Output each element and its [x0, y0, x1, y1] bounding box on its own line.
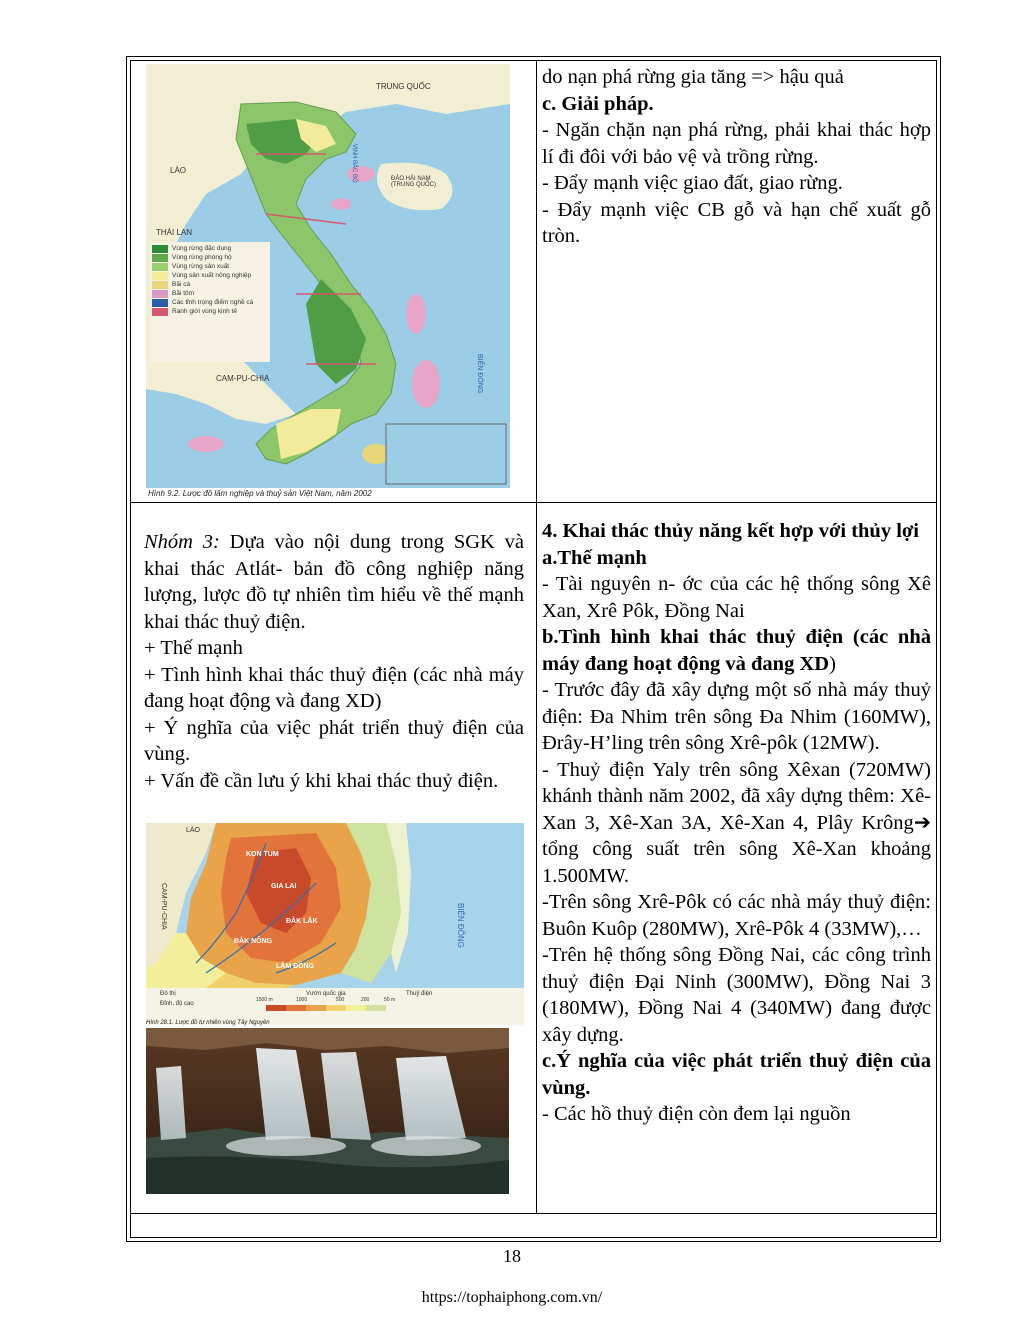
legend-swatch	[152, 281, 168, 289]
map1-legend-item	[152, 254, 268, 262]
map1-label-campuchia: CAM-PU-CHIA	[216, 374, 270, 383]
map2-label-gialai: GIA LAI	[271, 883, 297, 890]
map2-label-campuchia: CAM-PU-CHIA	[160, 883, 167, 930]
legend-label: Vùng rừng đặc dụng	[172, 245, 232, 252]
map2-scale-label: 1500 m	[256, 997, 273, 1003]
legend-swatch	[152, 290, 168, 298]
legend-label: Các tỉnh trọng điểm nghề cá	[172, 299, 254, 306]
map2-caption: Hình 28.1. Lược đồ tự nhiên vùng Tây Nguyên	[146, 1020, 270, 1026]
nhom3-item: + Vấn đề cần lưu ý khi khai thác thuỷ điện.	[144, 769, 499, 792]
map2-scale-label: 1000	[296, 997, 308, 1003]
tay-nguyen-map	[146, 823, 524, 1025]
map2-scale-label: 200	[361, 997, 370, 1003]
nhom3-intro-text: Dựa vào nội dung trong SGK và khai thác Atlát- bản đồ công nghiệp năng lượng, lược đồ tự nhiên tìm hiểu về thế mạnh khai thác thuỷ điện.	[144, 531, 524, 633]
map2-legend-item: Đô thị	[160, 991, 176, 997]
legend-label: Vùng rừng sản xuất	[172, 263, 230, 270]
nhom3-intro	[144, 529, 524, 635]
nhom3-colon: :	[213, 531, 220, 553]
text-line: - Đẩy mạnh việc giao đất, giao rừng.	[542, 172, 843, 194]
nhom3-item: + Ý nghĩa của việc phát triển thuỷ điện của vùng.	[144, 716, 524, 765]
map1-label-lao: LÀO	[170, 166, 187, 175]
legend-label: Ranh giới vùng kinh tế	[172, 308, 237, 315]
map1-label-bien-dong: BIỂN ĐÔNG	[476, 354, 483, 394]
section4b-p2-after: tổng công suất trên sông Xê-Xan khoảng 1.500MW.	[542, 838, 931, 887]
section4b-title	[542, 624, 931, 677]
map1-label-trung-quoc: TRUNG QUỐC	[376, 82, 431, 91]
legend-swatch	[152, 245, 168, 253]
map1-legend	[150, 242, 270, 362]
section4-heading: 4. Khai thác thủy năng kết hợp với thủy lợi	[542, 520, 919, 542]
text-line: - Đẩy mạnh việc CB gỗ và hạn chế xuất gỗ tròn.	[542, 198, 931, 247]
nhom3-text	[144, 529, 524, 794]
map2-label-lao: LÀO	[186, 827, 201, 834]
map2-scale-label: 50 m	[384, 997, 396, 1003]
section4b-p1: - Trước đây đã xây dựng một số nhà máy thuỷ điện: Đa Nhim trên sông Đa Nhim (160MW), Đrây-H’ling trên sông Xrê-pôk (12MW).	[542, 679, 931, 754]
row-divider	[131, 502, 936, 503]
section4a-title: a.Thế mạnh	[542, 546, 647, 569]
waterfall-photo	[146, 1028, 509, 1194]
map2-label-kontum: KON TUM	[246, 851, 279, 858]
section4b-p4: -Trên hệ thống sông Đồng Nai, các công trình thuỷ điện Đại Ninh (300MW), Đồng Nai 3 (180MW), Đồng Nai 4 (340MW) đang được xây dựng.	[542, 944, 931, 1046]
table-bottom-line	[131, 1213, 936, 1214]
map2-label-daklak: ĐẮK LẮK	[286, 918, 318, 925]
text-line: - Ngăn chặn nạn phá rừng, phải khai thác hợp lí đi đôi với bảo vệ và trồng rừng.	[542, 119, 931, 168]
map2-legend-item: Thuỷ điện	[406, 991, 433, 997]
map1-label-vinh-bac-bo: VỊNH BẮC BỘ	[351, 144, 357, 183]
section4b-p3: -Trên sông Xrê-Pôk có các nhà máy thuỷ điện: Buôn Kuôp (280MW), Xrê-Pôk 4 (33MW),…	[542, 891, 931, 940]
legend-swatch	[152, 263, 168, 271]
legend-swatch	[152, 308, 168, 316]
section-c-heading: c. Giải pháp.	[542, 92, 654, 115]
section4c-p1: - Các hồ thuỷ điện còn đem lại nguồn	[542, 1103, 851, 1125]
legend-label: Vùng sản xuất nông nghiệp	[172, 272, 252, 279]
legend-label: Bãi cá	[172, 281, 191, 288]
map1-legend-item	[152, 281, 268, 289]
map1-legend-item	[152, 245, 268, 253]
map1-legend-item	[152, 272, 268, 280]
map2-legend-item: Đỉnh, độ cao	[160, 1001, 194, 1007]
legend-swatch	[152, 299, 168, 307]
map2-label-lamdong: LÂM ĐỒNG	[276, 963, 315, 970]
text-line: do nạn phá rừng gia tăng => hậu quả	[542, 66, 844, 88]
top-right-text	[542, 64, 931, 250]
column-divider	[536, 61, 537, 1214]
section4b-p2-before: - Thuỷ điện Yaly trên sông Xêxan (720MW) khánh thành năm 2002, đã xây dựng thêm: Xê-Xan 3, Xê-Xan 3A, Xê-Xan 4, Plây Krông	[542, 758, 931, 834]
map2-scale-label: 500	[336, 997, 345, 1003]
map1-legend-item	[152, 263, 268, 271]
arrow-icon: ➔	[913, 811, 931, 834]
map1-label-thai-lan: THÁI LAN	[156, 228, 193, 237]
legend-swatch	[152, 254, 168, 262]
footer-url: https://tophaiphong.com.vn/	[421, 1289, 603, 1306]
page-number: 18	[503, 1246, 521, 1266]
map2-label-daknong: ĐẮK NÔNG	[234, 938, 273, 945]
nhom3-title: Nhóm 3	[144, 531, 214, 553]
legend-label: Bãi tôm	[172, 290, 195, 297]
map1-label-hai-nam: ĐẢO HẢI NAM (TRUNG QUỐC)	[391, 176, 436, 188]
map1-legend-item	[152, 308, 268, 316]
section4b-title-close: )	[829, 652, 836, 675]
vietnam-forestry-map	[146, 64, 510, 500]
map1-caption: Hình 9.2. Lược đồ lâm nghiệp và thuỷ sản Việt Nam, năm 2002	[148, 489, 372, 498]
section4c-title: c.Ý nghĩa của việc phát triển thuỷ điện của vùng.	[542, 1050, 931, 1099]
map2-legend-item: Vườn quốc gia	[306, 991, 346, 997]
legend-swatch	[152, 272, 168, 280]
waterfall-photo-graphic	[146, 1028, 509, 1194]
map1-legend-item	[152, 299, 268, 307]
section4a-text: - Tài nguyên n- ớc của các hệ thống sông Xê Xan, Xrê Pôk, Đồng Nai	[542, 573, 931, 622]
map2-label-bien-dong: BIỂN ĐÔNG	[456, 903, 465, 948]
map1-legend-item	[152, 290, 268, 298]
section4-text	[542, 518, 931, 1128]
section4b-p2	[542, 757, 931, 890]
section4b-title-text: b.Tình hình khai thác thuỷ điện (các nhà máy đang hoạt động và đang XD	[542, 626, 931, 675]
nhom3-item: + Tình hình khai thác thuỷ điện (các nhà máy đang hoạt động và đang XD)	[144, 663, 524, 712]
legend-label: Vùng rừng phòng hộ	[172, 254, 232, 261]
nhom3-item: + Thế mạnh	[144, 637, 243, 659]
